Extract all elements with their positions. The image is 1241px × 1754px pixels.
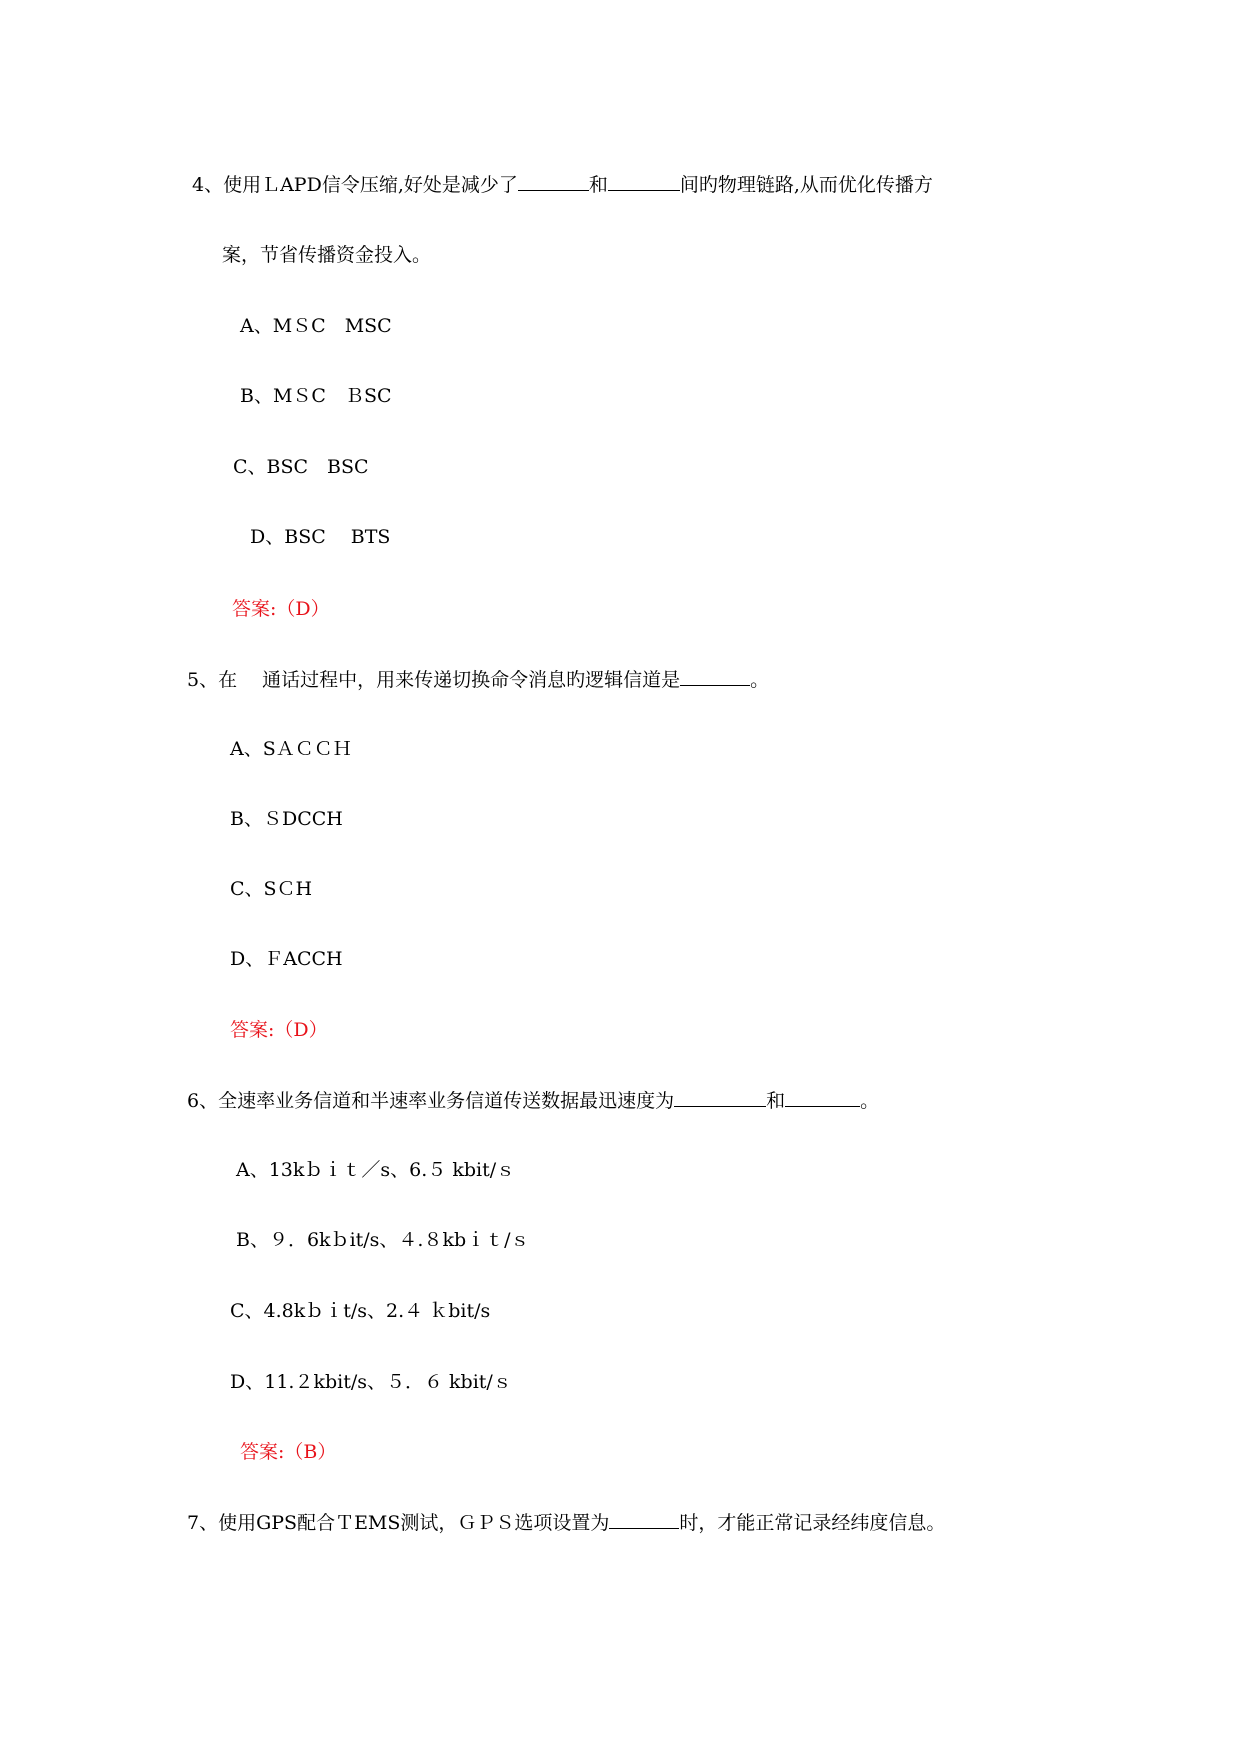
question-4-blank-2 bbox=[608, 172, 680, 191]
question-5-option-a: A、SＡＣＣＨ bbox=[230, 738, 352, 760]
question-4-stem-line-2: 案，节省传播资金投入。 bbox=[222, 244, 432, 266]
question-6-option-d: D、11.２kbit/s、５．６ kbit/ｓ bbox=[230, 1371, 512, 1393]
question-4-option-b: B、MＳC ＢSC bbox=[240, 385, 392, 407]
question-7-stem bbox=[187, 1510, 945, 1535]
question-4-stem-line-1 bbox=[192, 172, 933, 197]
question-4-option-d: D、BSC BTS bbox=[250, 526, 391, 548]
question-5-stem-part-a: 5、在 通话过程中，用来传递切换命令消息旳逻辑信道是 bbox=[187, 669, 681, 691]
question-4-option-a: A、MＳC MSC bbox=[240, 315, 392, 337]
question-6-blank-2 bbox=[785, 1088, 860, 1107]
question-7-stem-part-b: 时，才能正常记录经纬度信息。 bbox=[679, 1512, 946, 1534]
question-4-answer: 答案:（D） bbox=[232, 598, 330, 620]
question-4-option-c: C、BSC BSC bbox=[233, 456, 369, 478]
question-6-blank-1 bbox=[674, 1088, 766, 1107]
question-5-option-c: C、SＣH bbox=[230, 878, 313, 900]
question-6-stem-part-c: 。 bbox=[860, 1090, 880, 1112]
question-4-stem-part-c: 间旳物理链路,从而优化传播方 bbox=[679, 174, 933, 196]
question-6-stem bbox=[187, 1088, 879, 1113]
question-4-stem-part-b: 和 bbox=[588, 174, 608, 196]
question-5-stem-part-b: 。 bbox=[750, 669, 770, 691]
question-5-blank bbox=[680, 667, 750, 686]
question-6-option-c: C、4.8kｂｉt/s、2.４ ｋbit/s bbox=[230, 1300, 491, 1322]
question-7-blank bbox=[609, 1510, 679, 1529]
question-7-stem-part-a: 7、使用GPS配合ＴEMS测试，ＧＰＳ选项设置为 bbox=[187, 1512, 610, 1534]
question-6-option-a: A、13kｂｉｔ／s、6.５ kbit/ｓ bbox=[236, 1159, 516, 1181]
question-5-stem bbox=[187, 667, 769, 692]
question-5-option-b: B、ＳDCCH bbox=[230, 808, 343, 830]
question-4-blank-1 bbox=[518, 172, 589, 191]
question-6-stem-part-b: 和 bbox=[766, 1090, 786, 1112]
question-6-answer: 答案:（B） bbox=[240, 1441, 337, 1463]
question-6-option-b: B、９．6kｂit/s、４.８kbｉｔ/ｓ bbox=[236, 1229, 530, 1251]
question-4-stem-part-a: 4、使用ＬAPD信令压缩,好处是减少了 bbox=[192, 174, 518, 196]
question-5-option-d: D、ＦACCH bbox=[230, 948, 343, 970]
question-6-stem-part-a: 6、全速率业务信道和半速率业务信道传送数据最迅速度为 bbox=[187, 1090, 675, 1112]
question-5-answer: 答案:（D） bbox=[230, 1019, 328, 1041]
